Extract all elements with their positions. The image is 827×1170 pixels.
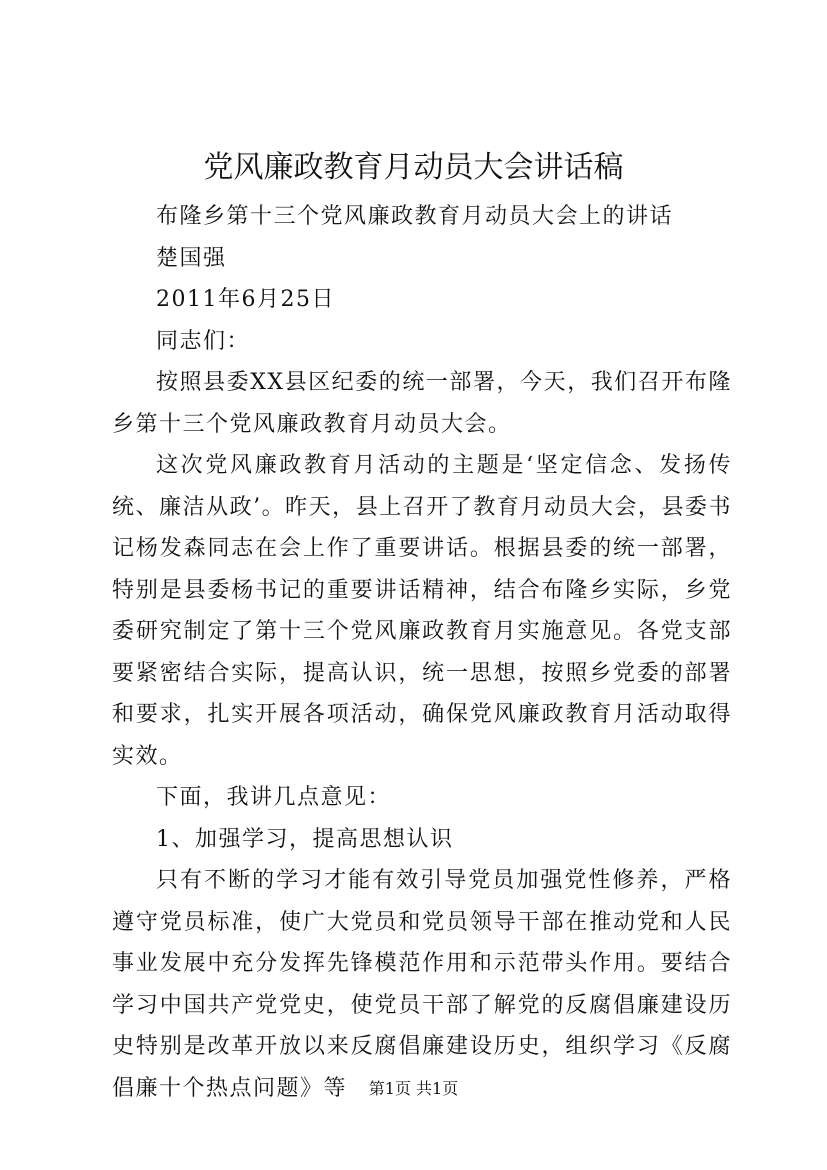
paragraph-salutation: 同志们： [156,328,251,354]
document-body [112,196,732,1109]
paragraph-body: 下面，我讲几点意见： [156,785,392,810]
paragraph-date: 2011年6月25日 [156,287,335,312]
page-footer: 第1页 共1页 [368,1079,459,1098]
section-heading: 1、加强学习，提高思想认识 [156,826,454,852]
paragraph-subtitle: 布隆乡第十三个党风廉政教育月动员大会上的讲话 [156,204,674,229]
paragraph-author: 楚国强 [156,245,227,271]
document-title: 党风廉政教育月动员大会讲话稿 [203,150,624,185]
paragraph-body: 只有不断的学习才能有效引导党员加强党性修养，严格遵守党员标准，使广大党员和党员领导干部在推动党和人民事业发展中充分发挥先锋模范作用和示范带头作用。要结合学习中国共产党党史，使党员干部了解党的反腐倡廉建设历史特别是改革开放以来反腐倡廉建设历史，组织学习《反腐倡廉十个热点问题》等 [112,868,732,1101]
paragraph-body: 这次党风廉政教育月活动的主题是‘坚定信念、发扬传统、廉洁从政’。昨天，县上召开了教育月动员大会，县委书记杨发森同志在会上作了重要讲话。根据县委的统一部署，特别是县委杨书记的重要讲话精神，结合布隆乡实际，乡党委研究制定了第十三个党风廉政教育月实施意见。各党支部要紧密结合实际，提高认识，统一思想，按照乡党委的部署和要求，扎实开展各项活动，确保党风廉政教育月活动取得实效。 [112,453,732,769]
paragraph-body: 按照县委XX县区纪委的统一部署，今天，我们召开布隆乡第十三个党风廉政教育月动员大会。 [112,370,732,437]
